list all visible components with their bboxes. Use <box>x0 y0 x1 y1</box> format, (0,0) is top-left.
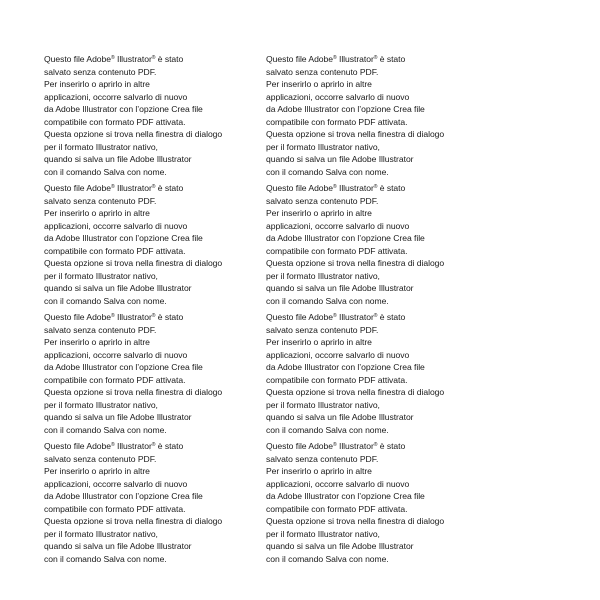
notice-line-1: Questo file Adobe® Illustrator® è stato <box>44 312 184 322</box>
registered-mark: ® <box>333 313 337 319</box>
notice-line: per il formato Illustrator nativo, <box>44 270 158 281</box>
notice-line: applicazioni, occorre salvarlo di nuovo <box>44 91 188 102</box>
notice-line: salvato senza contenuto PDF. <box>266 324 379 335</box>
notice-line-1: Questo file Adobe® Illustrator® è stato <box>266 441 406 451</box>
notice-block <box>266 53 496 178</box>
notice-line: quando si salva un file Adobe Illustrator <box>44 412 192 422</box>
notice-block <box>266 440 496 565</box>
notice-line: compatibile con formato PDF attivata. <box>266 503 408 514</box>
notice-line: salvato senza contenuto PDF. <box>266 453 379 464</box>
notice-line: con il comando Salva con nome. <box>44 553 167 564</box>
registered-mark: ® <box>373 184 378 190</box>
registered-mark: ® <box>373 55 378 61</box>
notice-line: da Adobe Illustrator con l’opzione Crea file <box>266 104 425 114</box>
notice-line-1: Questo file Adobe® Illustrator® è stato <box>44 183 184 193</box>
notice-line: Questa opzione si trova nella finestra di dialogo <box>44 516 223 526</box>
notice-block <box>44 440 274 565</box>
notice-line: Questa opzione si trova nella finestra di dialogo <box>44 258 223 268</box>
registered-mark: ® <box>333 55 337 61</box>
registered-mark: ® <box>373 313 378 319</box>
notice-line: da Adobe Illustrator con l’opzione Crea file <box>266 233 425 243</box>
notice-line: per il formato Illustrator nativo, <box>266 270 380 281</box>
notice-line: compatibile con formato PDF attivata. <box>266 245 408 256</box>
notice-line: salvato senza contenuto PDF. <box>44 66 157 77</box>
notice-line-1: Questo file Adobe® Illustrator® è stato <box>44 441 184 451</box>
notice-line: applicazioni, occorre salvarlo di nuovo <box>44 349 188 360</box>
notice-line: Per inserirlo o aprirlo in altre <box>44 208 150 218</box>
notice-line: Questa opzione si trova nella finestra di dialogo <box>266 387 445 397</box>
notice-line: salvato senza contenuto PDF. <box>266 66 379 77</box>
notice-line: applicazioni, occorre salvarlo di nuovo <box>266 220 410 231</box>
notice-line: compatibile con formato PDF attivata. <box>44 245 186 256</box>
notice-line: con il comando Salva con nome. <box>266 295 389 306</box>
notice-line: per il formato Illustrator nativo, <box>266 141 380 152</box>
notice-line: salvato senza contenuto PDF. <box>266 195 379 206</box>
notice-line: applicazioni, occorre salvarlo di nuovo <box>44 478 188 489</box>
notice-line: Per inserirlo o aprirlo in altre <box>266 337 372 347</box>
registered-mark: ® <box>333 184 337 190</box>
notice-line-1: Questo file Adobe® Illustrator® è stato <box>266 183 406 193</box>
notice-line: per il formato Illustrator nativo, <box>44 528 158 539</box>
notice-line: con il comando Salva con nome. <box>44 295 167 306</box>
registered-mark: ® <box>111 313 115 319</box>
notice-line: compatibile con formato PDF attivata. <box>44 503 186 514</box>
notice-line: salvato senza contenuto PDF. <box>44 453 157 464</box>
notice-line: con il comando Salva con nome. <box>266 553 389 564</box>
notice-block <box>44 311 274 436</box>
notice-line: per il formato Illustrator nativo, <box>266 528 380 539</box>
notice-line: Per inserirlo o aprirlo in altre <box>266 79 372 89</box>
notice-line: con il comando Salva con nome. <box>266 166 389 177</box>
notice-line: per il formato Illustrator nativo, <box>44 399 158 410</box>
notice-line: con il comando Salva con nome. <box>44 424 167 435</box>
notice-line: Questa opzione si trova nella finestra di dialogo <box>44 387 223 397</box>
notice-line: salvato senza contenuto PDF. <box>44 324 157 335</box>
notice-line: salvato senza contenuto PDF. <box>44 195 157 206</box>
notice-line: quando si salva un file Adobe Illustrator <box>44 154 192 164</box>
notice-block <box>44 53 274 178</box>
notice-line: applicazioni, occorre salvarlo di nuovo <box>44 220 188 231</box>
notice-line: Per inserirlo o aprirlo in altre <box>44 466 150 476</box>
notice-line: Per inserirlo o aprirlo in altre <box>44 79 150 89</box>
registered-mark: ® <box>151 313 156 319</box>
notice-line-1: Questo file Adobe® Illustrator® è stato <box>44 54 184 64</box>
notice-line: Per inserirlo o aprirlo in altre <box>266 208 372 218</box>
notice-line: Questa opzione si trova nella finestra di dialogo <box>44 129 223 139</box>
notice-line: quando si salva un file Adobe Illustrator <box>266 541 414 551</box>
notice-line: applicazioni, occorre salvarlo di nuovo <box>266 91 410 102</box>
notice-line-1: Questo file Adobe® Illustrator® è stato <box>266 54 406 64</box>
notice-line: da Adobe Illustrator con l’opzione Crea file <box>44 104 203 114</box>
registered-mark: ® <box>373 442 378 448</box>
registered-mark: ® <box>111 442 115 448</box>
notice-block <box>266 311 496 436</box>
notice-line: Per inserirlo o aprirlo in altre <box>266 466 372 476</box>
notice-line: per il formato Illustrator nativo, <box>266 399 380 410</box>
notice-block <box>266 182 496 307</box>
notice-line: Questa opzione si trova nella finestra di dialogo <box>266 258 445 268</box>
notice-line: Questa opzione si trova nella finestra di dialogo <box>266 129 445 139</box>
notice-line: applicazioni, occorre salvarlo di nuovo <box>266 478 410 489</box>
notice-line: quando si salva un file Adobe Illustrator <box>44 283 192 293</box>
notice-line: Per inserirlo o aprirlo in altre <box>44 337 150 347</box>
notice-line: Questa opzione si trova nella finestra di dialogo <box>266 516 445 526</box>
notice-line: applicazioni, occorre salvarlo di nuovo <box>266 349 410 360</box>
registered-mark: ® <box>151 184 156 190</box>
registered-mark: ® <box>151 442 156 448</box>
notice-line: quando si salva un file Adobe Illustrator <box>266 412 414 422</box>
notice-line: da Adobe Illustrator con l’opzione Crea file <box>44 362 203 372</box>
notice-line: da Adobe Illustrator con l’opzione Crea file <box>44 491 203 501</box>
notice-line: da Adobe Illustrator con l’opzione Crea file <box>266 491 425 501</box>
notice-line: da Adobe Illustrator con l’opzione Crea file <box>44 233 203 243</box>
notice-line: compatibile con formato PDF attivata. <box>266 374 408 385</box>
notice-line-1: Questo file Adobe® Illustrator® è stato <box>266 312 406 322</box>
registered-mark: ® <box>111 55 115 61</box>
notice-line: per il formato Illustrator nativo, <box>44 141 158 152</box>
notice-line: da Adobe Illustrator con l’opzione Crea file <box>266 362 425 372</box>
notice-line: quando si salva un file Adobe Illustrator <box>266 283 414 293</box>
registered-mark: ® <box>151 55 156 61</box>
notice-line: compatibile con formato PDF attivata. <box>266 116 408 127</box>
registered-mark: ® <box>111 184 115 190</box>
notice-block <box>44 182 274 307</box>
notice-line: quando si salva un file Adobe Illustrator <box>266 154 414 164</box>
registered-mark: ® <box>333 442 337 448</box>
notice-line: con il comando Salva con nome. <box>266 424 389 435</box>
notice-line: compatibile con formato PDF attivata. <box>44 374 186 385</box>
notice-line: compatibile con formato PDF attivata. <box>44 116 186 127</box>
notice-line: quando si salva un file Adobe Illustrator <box>44 541 192 551</box>
notice-line: con il comando Salva con nome. <box>44 166 167 177</box>
